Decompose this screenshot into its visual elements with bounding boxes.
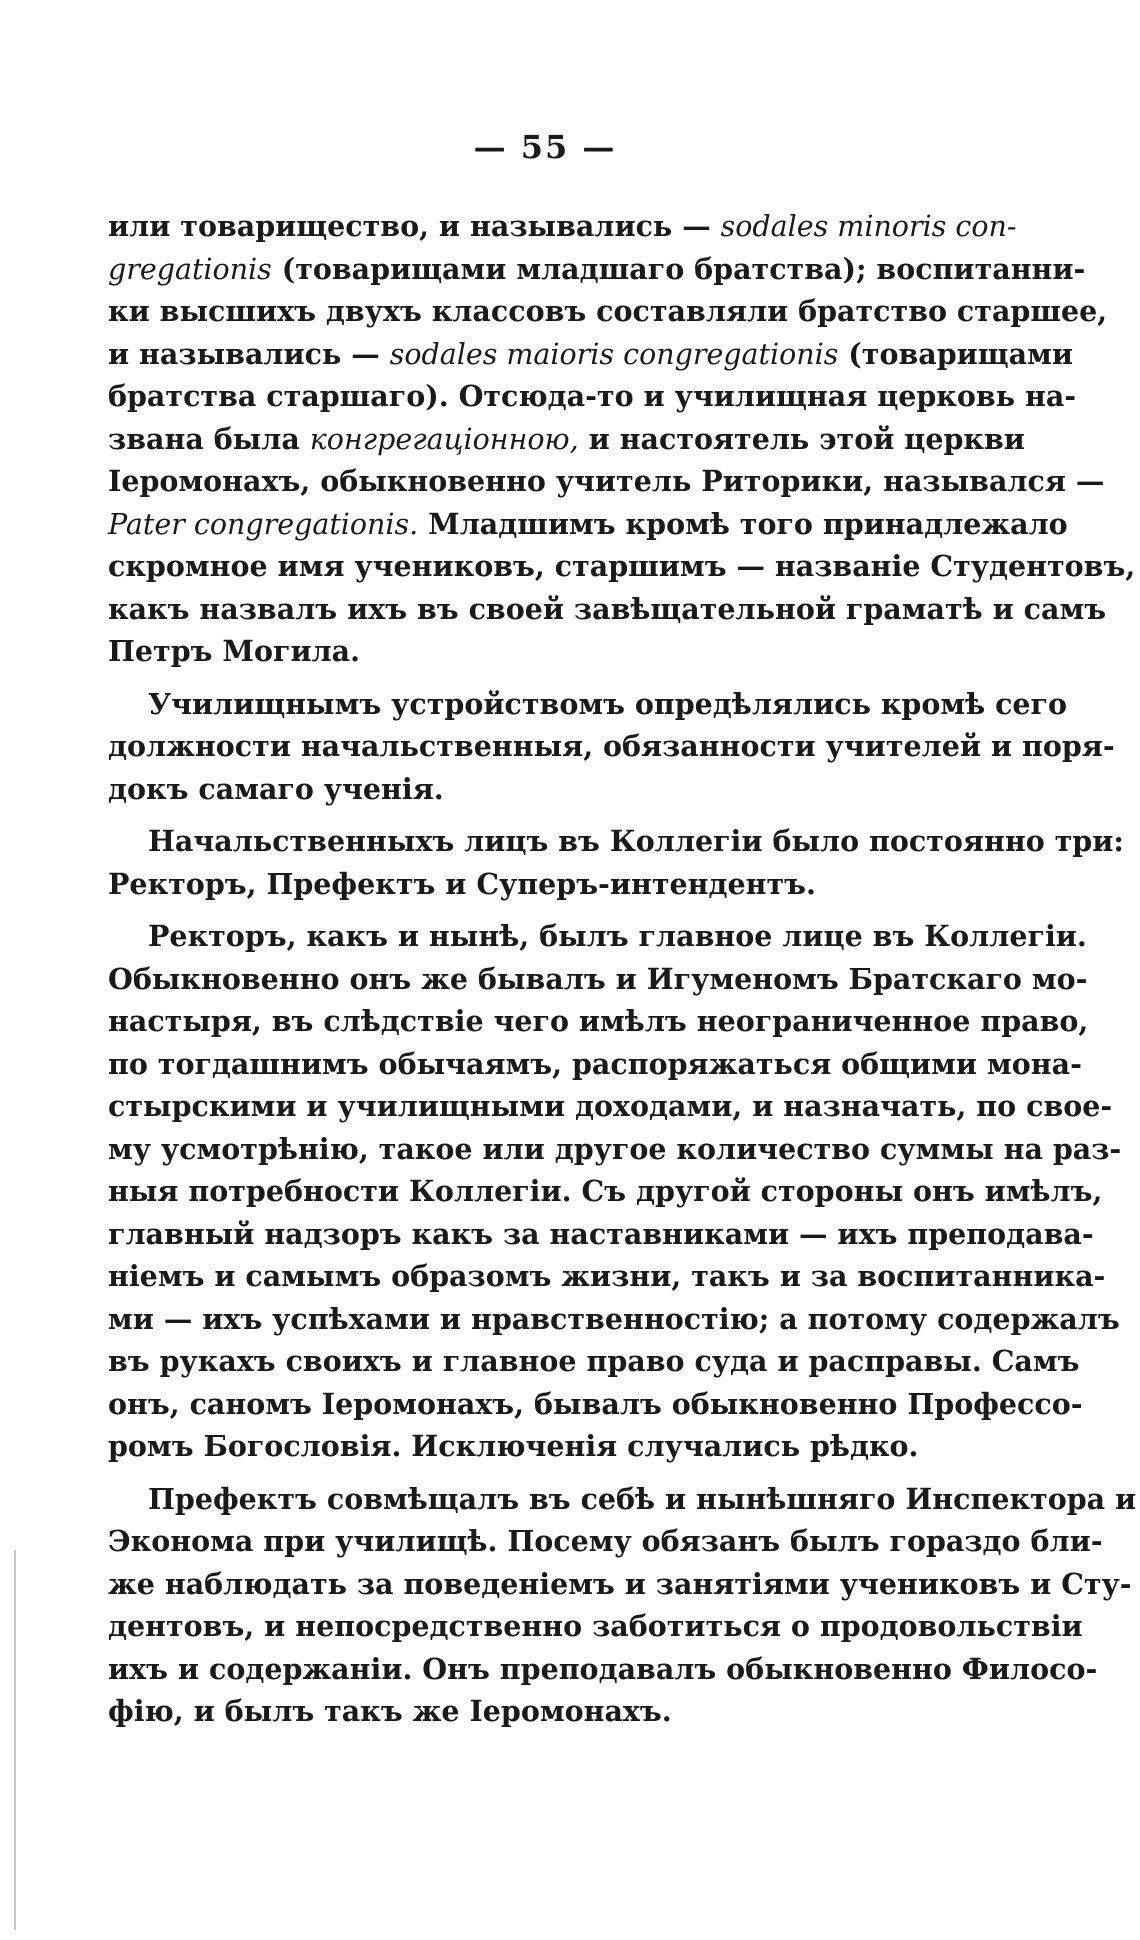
text-segment: Префектъ совмѣщалъ въ себѣ и нынѣшняго Инспектора и — [148, 1481, 1137, 1516]
text-line — [108, 683, 1068, 726]
text-line — [108, 418, 1025, 461]
text-segment: какъ назвалъ ихъ въ своей завѣщательной граматѣ и самъ — [108, 591, 1107, 626]
text-segment: дентовъ, и непосредственно заботиться о продовольствіи — [108, 1609, 1083, 1643]
text-segment: ихъ и содержаніи. Онъ преподавалъ обыкновенно Филосо- — [108, 1651, 1098, 1686]
text-segment: настыря, въ слѣдствіе чего имѣлъ неограниченное право, — [108, 1004, 1089, 1038]
text-line — [108, 1520, 1103, 1563]
text-segment: Обыкновенно онъ же бывалъ и Игуменомъ Братскаго мо- — [108, 961, 1088, 996]
text-segment: въ рукахъ своихъ и главное право суда и расправы. Самъ — [108, 1344, 1080, 1378]
text-line — [108, 1425, 953, 1468]
text-line — [108, 1383, 1083, 1426]
text-line — [108, 205, 1017, 248]
text-line — [108, 958, 1088, 1001]
text-line — [108, 1340, 1080, 1383]
text-line — [108, 768, 953, 811]
text-segment: ныя потребности Коллегіи. Съ другой стороны онъ имѣлъ, — [108, 1174, 1103, 1208]
text-line — [108, 248, 1086, 291]
page-edge-mark — [14, 1550, 16, 1930]
page-number: — 55 — — [473, 128, 617, 166]
text-line — [108, 863, 953, 906]
text-line — [108, 1085, 1113, 1128]
text-segment: Младшимъ кромѣ того принадлежало — [418, 506, 1068, 541]
text-segment: ніемъ и самымъ образомъ жизни, такъ и за воспитанника- — [108, 1259, 1106, 1293]
text-line — [108, 820, 1124, 863]
text-segment: и настоятель этой церкви — [578, 421, 1025, 456]
text-segment: и назывались — — [108, 336, 390, 371]
text-segment: Эконома при училищѣ. Посему обязанъ былъ гораздо бли- — [108, 1524, 1103, 1558]
text-line — [108, 1298, 1120, 1341]
text-segment: главный надзоръ какъ за наставниками — ихъ преподава- — [108, 1216, 1094, 1251]
text-line — [108, 1043, 1082, 1086]
text-line — [108, 460, 1105, 503]
text-segment: ми — ихъ успѣхами и нравственностію; а потому содержалъ — [108, 1301, 1120, 1336]
text-line — [108, 1648, 1098, 1691]
text-line — [108, 1690, 953, 1733]
latin-italic-phrase: конгрегаціонною, — [309, 422, 579, 456]
text-segment: Начальственныхъ лицъ въ Коллегіи было постоянно три: — [148, 824, 1124, 858]
text-line — [108, 1563, 1132, 1606]
text-line — [108, 1128, 1122, 1171]
latin-italic-phrase: sodales minoris con- — [720, 210, 1017, 243]
text-line — [108, 915, 1087, 958]
latin-italic-phrase: sodales maioris congregationis — [389, 337, 839, 371]
text-segment: звана была — [108, 421, 310, 456]
latin-italic-phrase: gregationis — [108, 252, 272, 286]
text-segment: скромное имя учениковъ, старшимъ — названіе Студентовъ, — [108, 549, 1136, 583]
text-line — [108, 545, 1136, 588]
text-segment: (товарищами младшаго братства); воспитанни- — [271, 251, 1086, 286]
text-line — [108, 290, 1108, 333]
text-line — [108, 725, 1115, 768]
text-segment: му усмотрѣнію, такое или другое количество суммы на раз- — [108, 1131, 1122, 1166]
text-line — [108, 333, 1073, 376]
text-line — [108, 1605, 1083, 1648]
text-line — [108, 1255, 1106, 1298]
text-line — [108, 588, 1107, 631]
latin-italic-phrase: Pater congregationis. — [108, 507, 419, 541]
text-segment: Ректоръ, Префектъ и Суперъ-интендентъ. — [108, 866, 816, 901]
text-line — [108, 503, 1068, 546]
text-line — [108, 1213, 1094, 1256]
text-segment: онъ, саномъ Іеромонахъ, бывалъ обыкновенно Профессо- — [108, 1386, 1083, 1421]
text-line — [108, 1478, 1137, 1521]
text-segment: ки высшихъ двухъ классовъ составляли братство старшее, — [108, 294, 1108, 328]
text-segment: Іеромонахъ, обыкновенно учитель Риторики, назывался — — [108, 464, 1105, 498]
text-segment: Училищнымъ устройствомъ опредѣлялись кромѣ сего — [148, 686, 1068, 721]
text-segment: ромъ Богословія. Исключенія случались рѣдко. — [108, 1429, 919, 1463]
body-text — [108, 205, 1137, 1733]
text-segment: фію, и былъ такъ же Іеромонахъ. — [108, 1694, 672, 1728]
text-line — [108, 1170, 1103, 1213]
text-segment: Петръ Могила. — [108, 634, 361, 668]
text-segment: или товарищество, и назывались — — [108, 209, 721, 243]
text-segment: же наблюдать за поведеніемъ и занятіями учениковъ и Сту- — [108, 1566, 1132, 1601]
text-segment: Ректоръ, какъ и нынѣ, былъ главное лице въ Коллегіи. — [148, 919, 1087, 953]
text-segment: должности начальственныя, обязанности учителей и поря- — [108, 729, 1115, 763]
text-segment: (товарищами — [838, 336, 1073, 371]
text-segment: стырскими и училищными доходами, и назначать, по свое- — [108, 1089, 1113, 1123]
text-segment: докъ самаго ученія. — [108, 771, 444, 806]
text-line — [108, 630, 953, 673]
text-line — [108, 1000, 1089, 1043]
text-segment: братства старшаго). Отсюда-то и училищная церковь на- — [108, 379, 1077, 413]
text-line — [108, 375, 1077, 418]
text-segment: по тогдашнимъ обычаямъ, распоряжаться общими мона- — [108, 1046, 1082, 1081]
